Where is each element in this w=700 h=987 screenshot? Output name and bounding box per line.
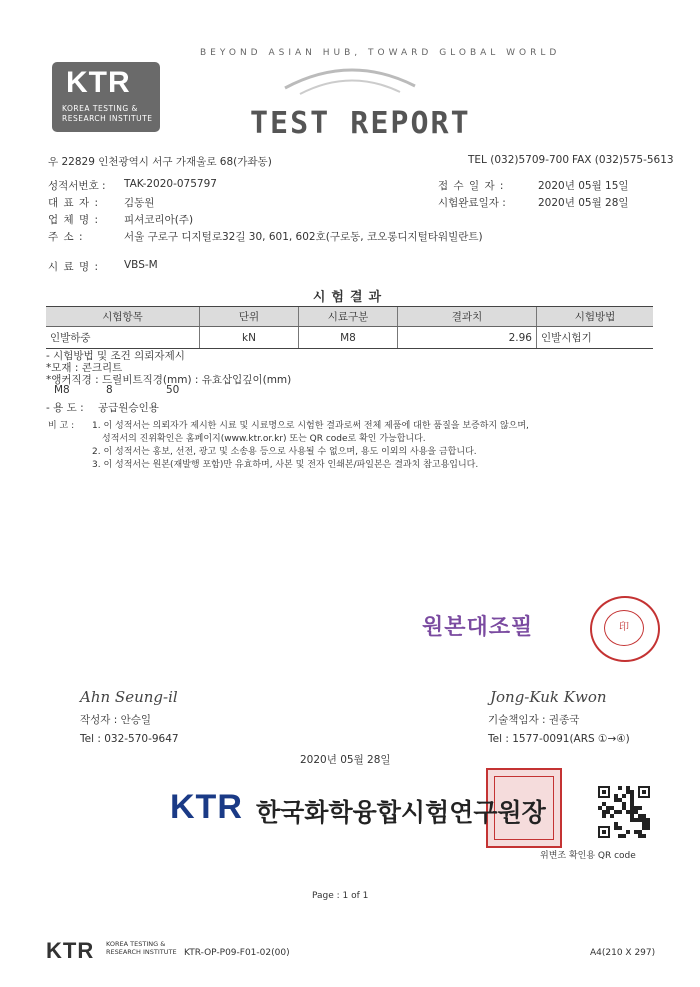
rep-name: 김동원 (124, 197, 155, 209)
form-code: KTR-OP-P09-F01-02(00) (184, 948, 290, 958)
address-label: 주 소 : (48, 231, 84, 243)
page-number: Page : 1 of 1 (312, 891, 369, 901)
manager-signature: Jong-Kuk Kwon (490, 688, 607, 706)
report-no-label: 성적서번호 : (48, 180, 106, 192)
footer-logo-sub-1: KOREA TESTING & (106, 940, 166, 948)
paper-size: A4(210 X 297) (590, 948, 656, 958)
col-test-method: 시험방법 (537, 307, 654, 327)
report-title: TEST REPORT (250, 106, 471, 141)
note-1b: 성적서의 진위확인은 홈페이지(www.ktr.or.kr) 또는 QR code로 확인 가능합니다. (102, 434, 426, 444)
cell-unit: kN (200, 327, 299, 349)
use-value: 공급원승인용 (98, 402, 159, 414)
org-name: 한국화학융합시험연구원장 (256, 798, 546, 827)
report-no: TAK-2020-075797 (124, 178, 217, 190)
company-label: 업 체 명 : (48, 214, 99, 226)
manager-role: 기술책임자 : 권종국 (488, 714, 580, 726)
cell-test-method: 인발시험기 (537, 327, 654, 349)
footer-logo: KTR (46, 938, 95, 963)
sample-name: VBS-M (124, 259, 158, 271)
sample-label: 시 료 명 : (48, 261, 99, 273)
received-label: 접 수 일 자 : (438, 180, 505, 192)
ktr-logo (52, 62, 160, 132)
manager-tel: Tel : 1577-0091(ARS ①→④) (488, 733, 630, 745)
logo-subtitle-1: KOREA TESTING & (62, 104, 138, 113)
col-sample-type: 시료구분 (299, 307, 398, 327)
cell-test-item: 인발하중 (46, 327, 200, 349)
rep-label: 대 표 자 : (48, 197, 99, 209)
footer-logo-sub (106, 940, 177, 956)
use-label: - 용 도 : (46, 402, 84, 414)
logo-text: KTR (66, 66, 131, 99)
ktr-org-logo: KTR (170, 788, 243, 826)
globe-swoosh-graphic (280, 58, 420, 98)
original-copy-stamp: 원본대조필 (422, 615, 534, 640)
author-signature: Ahn Seung-il (80, 688, 178, 706)
col-unit: 단위 (200, 307, 299, 327)
table-row (46, 327, 653, 349)
cell-result: 2.96 (398, 327, 537, 349)
note-1: 1. 이 성적서는 의뢰자가 제시한 시료 및 시료명으로 시험한 결과로써 전체 제품에 대한 품질을 보증하지 않으며, (92, 421, 529, 431)
received-date: 2020년 05월 15일 (538, 180, 629, 192)
completed-date: 2020년 05월 28일 (538, 197, 629, 209)
results-table (46, 306, 653, 349)
footer-logo-sub-2: RESEARCH INSTITUTE (106, 948, 177, 956)
condition-line-1: - 시험방법 및 조건 의뢰자제시 (46, 350, 185, 362)
company-address: 서울 구로구 디지털로32길 30, 601, 602호(구로동, 코오롱디지털타워빌란트) (124, 231, 483, 243)
condition-anchor: M8 (54, 384, 70, 396)
author-tel: Tel : 032-570-9647 (80, 733, 179, 745)
col-test-item: 시험항목 (46, 307, 200, 327)
col-result: 결과치 (398, 307, 537, 327)
notes-label: 비 고 : (48, 421, 75, 431)
institute-address: 우 22829 인천광역시 서구 가재울로 68(가좌동) (48, 156, 272, 168)
company-name: 피셔코리아(주) (124, 214, 194, 226)
results-header-row (46, 307, 653, 327)
condition-line-3: *앵커직경 : 드릴비트직경(mm) : 유효삽입깊이(mm) (46, 374, 292, 386)
author-role: 작성자 : 안승일 (80, 714, 152, 726)
logo-subtitle-2: RESEARCH INSTITUTE (62, 114, 153, 123)
tagline: BEYOND ASIAN HUB, TOWARD GLOBAL WORLD (200, 48, 561, 58)
qr-caption: 위변조 확인용 QR code (540, 851, 636, 861)
qr-code-icon (598, 786, 650, 838)
condition-drill: 8 (106, 384, 113, 396)
completed-label: 시험완료일자 : (438, 197, 506, 209)
institute-fax: FAX (032)575-5613 (572, 154, 674, 166)
note-3: 3. 이 성적서는 원본(재발행 포함)만 유효하며, 사본 및 전자 인쇄본/파일본은 결과치 참고용입니다. (92, 460, 479, 470)
round-seal-icon: 印 (590, 596, 660, 662)
results-title: 시험결과 (312, 290, 388, 305)
note-2: 2. 이 성적서는 홍보, 선전, 광고 및 소송용 등으로 사용될 수 없으며, 용도 이외의 사용을 금합니다. (92, 447, 477, 457)
cell-sample-type: M8 (299, 327, 398, 349)
condition-depth: 50 (166, 384, 180, 396)
institute-tel: TEL (032)5709-700 (468, 154, 570, 166)
condition-line-2: *모재 : 콘크리트 (46, 362, 123, 374)
issue-date: 2020년 05월 28일 (300, 754, 391, 766)
